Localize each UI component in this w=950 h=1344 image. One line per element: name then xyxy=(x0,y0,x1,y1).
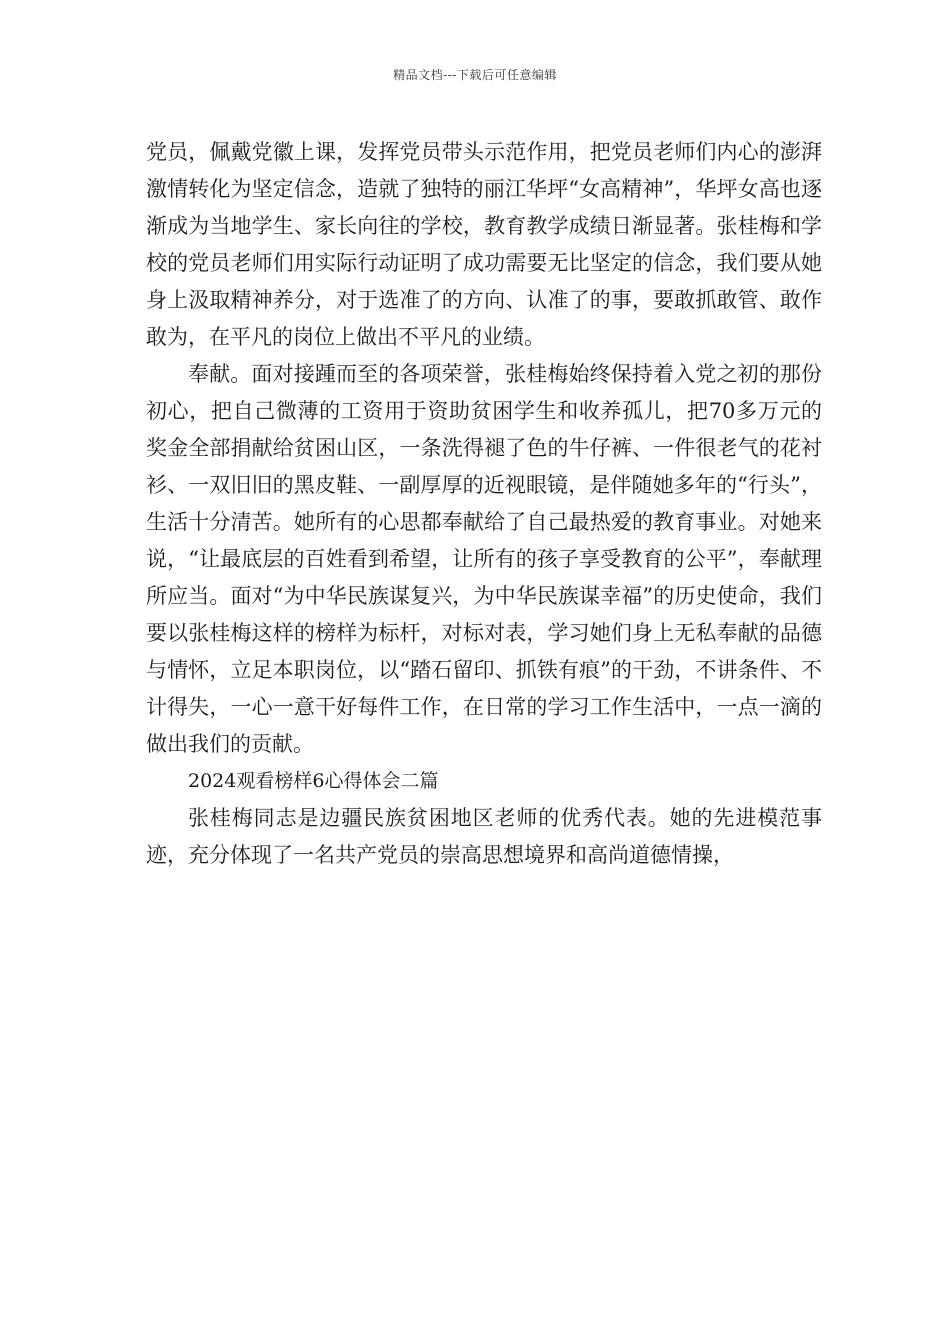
paragraph-dedication: 奉献。面对接踵而至的各项荣誉，张桂梅始终保持着入党之初的那份初心，把自己微薄的工资用于资助贫困学生和收养孤儿，把70多万元的奖金全部捐献给贫困山区，一条洗得褪了色的牛仔裤、一件很老气的花衬衫、一双旧旧的黑皮鞋、一副厚厚的近视眼镜，是伴随她多年的“行头”，生活十分清苦。她所有的心思都奉献给了自己最热爱的教育事业。对她来说，“让最底层的百姓看到希望，让所有的孩子享受教育的公平”，奉献理所应当。面对“为中华民族谋复兴，为中华民族谋幸福”的历史使命，我们要以张桂梅这样的榜样为标杆，对标对表，学习她们身上无私奉献的品德与情怀，立足本职岗位，以“踏石留印、抓铁有痕”的干劲，不讲条件、不计得失，一心一意干好每件工作，在日常的学习工作生活中，一点一滴的做出我们的贡献。 xyxy=(146,362,822,756)
paragraph-intro: 张桂梅同志是边疆民族贫困地区老师的优秀代表。她的先进模范事迹，充分体现了一名共产党员的崇高思想境界和高尚道德情操， xyxy=(146,806,822,867)
section-heading: 2024观看榜样6心得体会二篇 xyxy=(188,770,439,792)
document-body xyxy=(146,134,822,874)
paragraph-continuation: 党员，佩戴党徽上课，发挥党员带头示范作用，把党员老师们内心的澎湃激情转化为坚定信念，造就了独特的丽江华坪“女高精神”，华坪女高也逐渐成为当地学生、家长向往的学校，教育教学成绩日渐显著。张桂梅和学校的党员老师们用实际行动证明了成功需要无比坚定的信念，我们要从她身上汲取精神养分，对于选准了的方向、认准了的事，要敢抓敢管、敢作敢为，在平凡的岗位上做出不平凡的业绩。 xyxy=(146,140,822,349)
page-header: 精品文档---下载后可任意编辑 xyxy=(393,68,557,82)
